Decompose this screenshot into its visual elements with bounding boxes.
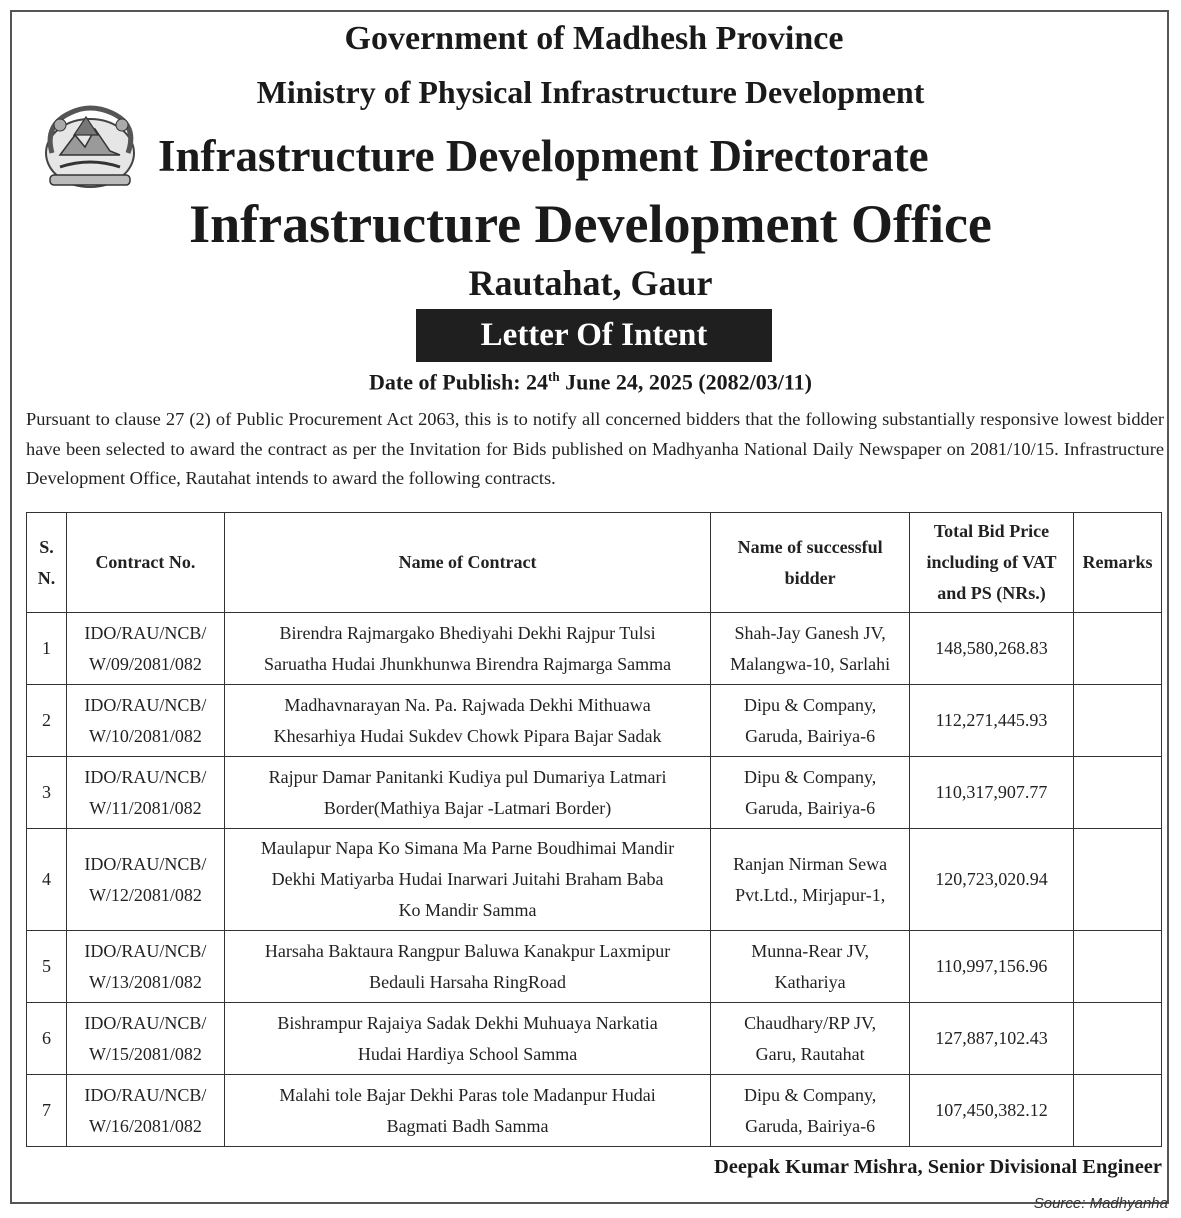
cell-remarks: [1073, 613, 1161, 685]
cell-bidder: Dipu & Company, Garuda, Bairiya-6: [711, 757, 910, 829]
cell-bid-price: 110,317,907.77: [910, 757, 1074, 829]
cell-bidder: Chaudhary/RP JV, Garu, Rautahat: [711, 1003, 910, 1075]
cell-bidder: Ranjan Nirman Sewa Pvt.Ltd., Mirjapur-1,: [711, 829, 910, 931]
publish-date-suffix: th: [548, 369, 560, 384]
directorate-title: Infrastructure Development Directorate: [158, 131, 929, 181]
header-name-of-contract: Name of Contract: [224, 513, 710, 613]
cell-contract-no: IDO/RAU/NCB/ W/11/2081/082: [66, 757, 224, 829]
cell-bid-price: 112,271,445.93: [910, 685, 1074, 757]
table-header-row: [27, 513, 1162, 613]
table-row: [27, 1003, 1162, 1075]
contracts-table: [26, 512, 1162, 1147]
cell-contract-name: Maulapur Napa Ko Simana Ma Parne Boudhimai Mandir Dekhi Matiyarba Hudai Inarwari Juitahi Braham Baba Ko Mandir Samma: [224, 829, 710, 931]
cell-sn: 3: [27, 757, 67, 829]
cell-contract-name: Madhavnarayan Na. Pa. Rajwada Dekhi Mithuawa Khesarhiya Hudai Sukdev Chowk Pipara Bajar Sadak: [224, 685, 710, 757]
cell-contract-name: Harsaha Baktaura Rangpur Baluwa Kanakpur Laxmipur Bedauli Harsaha RingRoad: [224, 931, 710, 1003]
cell-bid-price: 120,723,020.94: [910, 829, 1074, 931]
cell-remarks: [1073, 829, 1161, 931]
cell-bidder: Shah-Jay Ganesh JV, Malangwa-10, Sarlahi: [711, 613, 910, 685]
cell-sn: 7: [27, 1075, 67, 1147]
cell-sn: 2: [27, 685, 67, 757]
government-title: Government of Madhesh Province: [344, 20, 844, 57]
cell-bidder: Munna-Rear JV, Kathariya: [711, 931, 910, 1003]
header-remarks: Remarks: [1073, 513, 1161, 613]
cell-contract-name: Rajpur Damar Panitanki Kudiya pul Dumariya Latmari Border(Mathiya Bajar -Latmari Border): [224, 757, 710, 829]
header-contract-no: Contract No.: [66, 513, 224, 613]
cell-contract-no: IDO/RAU/NCB/ W/09/2081/082: [66, 613, 224, 685]
cell-contract-no: IDO/RAU/NCB/ W/10/2081/082: [66, 685, 224, 757]
table-row: [27, 685, 1162, 757]
cell-contract-no: IDO/RAU/NCB/ W/15/2081/082: [66, 1003, 224, 1075]
cell-sn: 5: [27, 931, 67, 1003]
cell-remarks: [1073, 1075, 1161, 1147]
cell-contract-name: Bishrampur Rajaiya Sadak Dekhi Muhuaya Narkatia Hudai Hardiya School Samma: [224, 1003, 710, 1075]
table-row: [27, 1075, 1162, 1147]
cell-sn: 4: [27, 829, 67, 931]
publish-date: [0, 369, 1181, 395]
header-total-bid-price: Total Bid Price including of VAT and PS (NRs.): [910, 513, 1074, 613]
cell-remarks: [1073, 757, 1161, 829]
source-credit: Source: Madhyanha: [1033, 1195, 1168, 1212]
cell-remarks: [1073, 931, 1161, 1003]
cell-sn: 1: [27, 613, 67, 685]
publish-date-value: June 24, 2025 (2082/03/11): [559, 369, 813, 395]
cell-bid-price: 110,997,156.96: [910, 931, 1074, 1003]
table-row: [27, 931, 1162, 1003]
office-title: Infrastructure Development Office: [189, 194, 992, 254]
letter-of-intent-banner: [416, 309, 772, 362]
banner-title: Letter Of Intent: [480, 317, 708, 353]
cell-sn: 6: [27, 1003, 67, 1075]
table-row: [27, 613, 1162, 685]
cell-bidder: Dipu & Company, Garuda, Bairiya-6: [711, 685, 910, 757]
header-sn: S. N.: [27, 513, 67, 613]
cell-bid-price: 127,887,102.43: [910, 1003, 1074, 1075]
signature: Deepak Kumar Mishra, Senior Divisional Engineer: [714, 1156, 1162, 1178]
cell-bidder: Dipu & Company, Garuda, Bairiya-6: [711, 1075, 910, 1147]
cell-contract-no: IDO/RAU/NCB/ W/12/2081/082: [66, 829, 224, 931]
cell-contract-no: IDO/RAU/NCB/ W/13/2081/082: [66, 931, 224, 1003]
cell-remarks: [1073, 685, 1161, 757]
cell-bid-price: 148,580,268.83: [910, 613, 1074, 685]
table-row: [27, 757, 1162, 829]
cell-contract-name: Malahi tole Bajar Dekhi Paras tole Madanpur Hudai Bagmati Badh Samma: [224, 1075, 710, 1147]
cell-contract-name: Birendra Rajmargako Bhediyahi Dekhi Rajpur Tulsi Saruatha Hudai Jhunkhunwa Birendra Rajmarga Samma: [224, 613, 710, 685]
publish-date-label: Date of Publish: 24: [368, 369, 549, 395]
header-bidder: Name of successful bidder: [711, 513, 910, 613]
cell-bid-price: 107,450,382.12: [910, 1075, 1074, 1147]
office-location: Rautahat, Gaur: [468, 263, 713, 303]
ministry-title: Ministry of Physical Infrastructure Development: [256, 74, 925, 110]
cell-contract-no: IDO/RAU/NCB/ W/16/2081/082: [66, 1075, 224, 1147]
intro-paragraph: Pursuant to clause 27 (2) of Public Procurement Act 2063, this is to notify all concerned bidders that the following substantially responsive lowest bidder have been selected to award the contract as per the Invitation for Bids published on Madhyanha National Daily Newspaper on 2081/10/15. Infrastructure Development Office, Rautahat intends to award the following contracts.: [26, 409, 1164, 488]
cell-remarks: [1073, 1003, 1161, 1075]
table-row: [27, 829, 1162, 931]
